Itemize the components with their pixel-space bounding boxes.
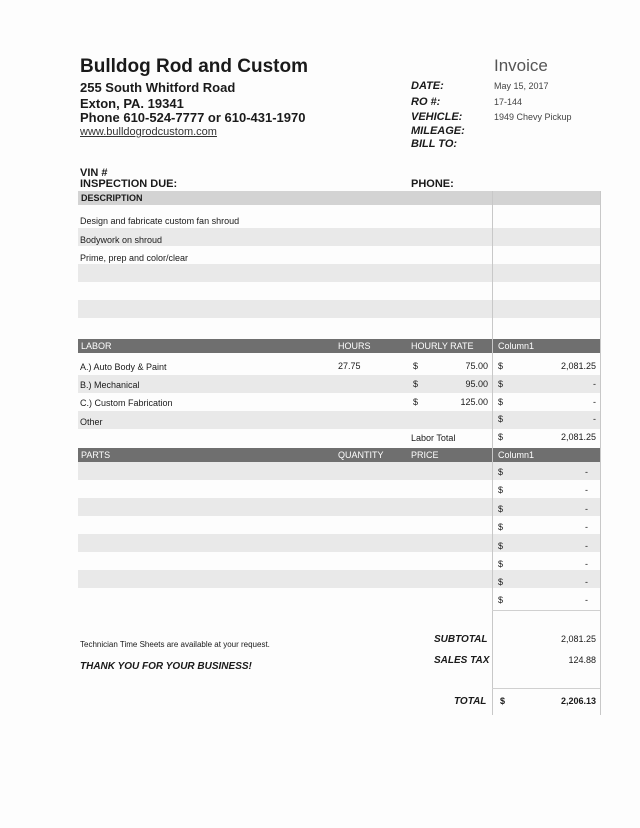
- labor-header-hours: HOURS: [338, 341, 371, 351]
- date-value: May 15, 2017: [494, 81, 549, 91]
- parts-amount: -: [585, 559, 588, 569]
- total-currency: $: [500, 696, 506, 706]
- row-divider: [492, 688, 600, 689]
- description-stripe: [78, 264, 600, 282]
- labor-rate: 125.00: [460, 397, 488, 407]
- parts-header: [78, 448, 600, 462]
- labor-amount-currency: $: [498, 414, 504, 424]
- parts-stripe: [78, 570, 600, 588]
- labor-rate-currency: $: [413, 397, 419, 407]
- company-city: Exton, PA. 19341: [80, 96, 184, 111]
- parts-stripe: [78, 462, 600, 480]
- labor-total: 2,081.25: [560, 432, 596, 442]
- labor-rate-currency: $: [413, 379, 419, 389]
- parts-currency: $: [498, 467, 504, 477]
- vehicle-label: VEHICLE:: [411, 111, 463, 123]
- labor-total-currency: $: [498, 432, 504, 442]
- description-header-label: DESCRIPTION: [81, 193, 143, 203]
- parts-amount: -: [585, 504, 588, 514]
- parts-amount: -: [585, 577, 588, 587]
- parts-header-price: PRICE: [411, 450, 439, 460]
- invoice-title: Invoice: [494, 56, 548, 75]
- labor-rate-currency: $: [413, 361, 419, 371]
- labor-amount: -: [593, 414, 596, 424]
- company-name: Bulldog Rod and Custom: [80, 56, 308, 77]
- ro-value: 17-144: [494, 97, 523, 107]
- description-line: Prime, prep and color/clear: [80, 253, 189, 263]
- inspection-label: INSPECTION DUE:: [80, 178, 178, 190]
- parts-amount: -: [585, 522, 588, 532]
- labor-header: [78, 339, 600, 353]
- parts-stripe: [78, 498, 600, 516]
- parts-currency: $: [498, 577, 504, 587]
- vin-label: VIN #: [80, 167, 108, 179]
- parts-header-col: Column1: [498, 450, 535, 460]
- total-value: 2,206.13: [560, 696, 596, 706]
- timesheet-note: Technician Time Sheets are available at your request.: [80, 640, 270, 649]
- description-header: [78, 191, 600, 205]
- sales-tax-value: 124.88: [568, 655, 596, 665]
- thanks-message: THANK YOU FOR YOUR BUSINESS!: [80, 661, 252, 672]
- labor-header-rate: HOURLY RATE: [411, 341, 474, 351]
- subtotal-label: SUBTOTAL: [434, 634, 488, 645]
- parts-currency: $: [498, 541, 504, 551]
- labor-item: B.) Mechanical: [80, 380, 140, 390]
- labor-rate: 95.00: [465, 379, 488, 389]
- labor-stripe: [78, 411, 600, 429]
- column-divider: [600, 191, 601, 715]
- company-website[interactable]: www.bulldogrodcustom.com: [80, 126, 217, 138]
- parts-currency: $: [498, 485, 504, 495]
- labor-hours: 27.75: [338, 361, 361, 371]
- parts-header-qty: QUANTITY: [338, 450, 384, 460]
- labor-amount-currency: $: [498, 361, 504, 371]
- company-street: 255 South Whitford Road: [80, 80, 236, 95]
- labor-header-item: LABOR: [81, 341, 112, 351]
- labor-item: C.) Custom Fabrication: [80, 398, 173, 408]
- description-stripe: [78, 300, 600, 318]
- labor-header-col: Column1: [498, 341, 535, 351]
- row-divider: [492, 610, 600, 611]
- labor-amount: -: [593, 397, 596, 407]
- parts-amount: -: [585, 485, 588, 495]
- labor-total-label: Labor Total: [411, 433, 456, 443]
- labor-item: A.) Auto Body & Paint: [80, 362, 167, 372]
- sales-tax-label: SALES TAX: [434, 655, 490, 666]
- subtotal-value: 2,081.25: [560, 634, 596, 644]
- total-label: TOTAL: [454, 696, 487, 707]
- parts-amount: -: [585, 467, 588, 477]
- labor-rate: 75.00: [465, 361, 488, 371]
- labor-amount-currency: $: [498, 379, 504, 389]
- labor-amount-currency: $: [498, 397, 504, 407]
- date-label: DATE:: [411, 80, 444, 92]
- parts-currency: $: [498, 522, 504, 532]
- column-divider: [492, 191, 493, 715]
- company-phone: Phone 610-524-7777 or 610-431-1970: [80, 110, 306, 125]
- labor-amount: 2,081.25: [560, 361, 596, 371]
- bill-to-label: BILL TO:: [411, 138, 458, 150]
- description-line: Design and fabricate custom fan shroud: [80, 216, 240, 226]
- vehicle-value: 1949 Chevy Pickup: [494, 112, 572, 122]
- parts-amount: -: [585, 595, 588, 605]
- parts-stripe: [78, 534, 600, 552]
- parts-currency: $: [498, 559, 504, 569]
- parts-currency: $: [498, 504, 504, 514]
- labor-stripe: [78, 375, 600, 393]
- parts-currency: $: [498, 595, 504, 605]
- parts-header-item: PARTS: [81, 450, 111, 460]
- mileage-label: MILEAGE:: [411, 125, 465, 137]
- parts-amount: -: [585, 541, 588, 551]
- labor-item: Other: [80, 417, 103, 427]
- ro-label: RO #:: [411, 96, 441, 108]
- labor-amount: -: [593, 379, 596, 389]
- phone-label: PHONE:: [411, 178, 454, 190]
- description-line: Bodywork on shroud: [80, 235, 163, 245]
